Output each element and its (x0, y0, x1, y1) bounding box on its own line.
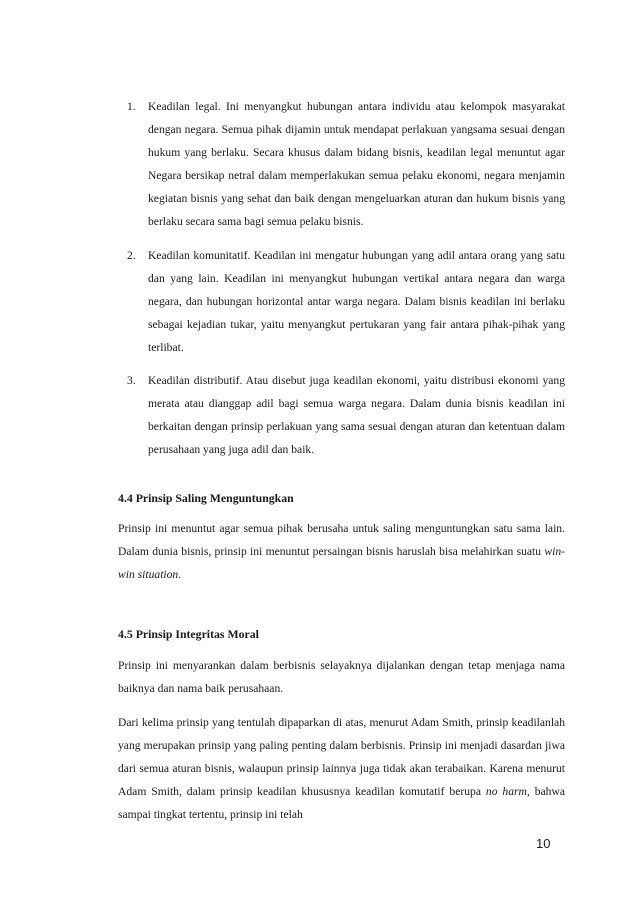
section-heading-4-5: 4.5 Prinsip Integritas Moral (118, 627, 259, 641)
paragraph-italic-term: win-win situation (118, 545, 565, 582)
list-item (118, 244, 565, 359)
list-item-text: Keadilan legal. Ini menyangkut hubungan antara individu atau kelompok masyarakat dengan negara. Semua pihak dijamin untuk mendapat perlakuan yangsama sesuai dengan hukum yang berlaku. Secara khusus dalam bidang bisnis, keadilan legal menuntut agar Negara bersikap netral dalam memperlakukan semua pelaku ekonomi, negara menjamin kegiatan bisnis yang sehat dan baik dengan mengeluarkan aturan dan hukum bisnis yang berlaku secara sama bagi semua pelaku bisnis. (148, 100, 565, 229)
list-item-number: 2. (127, 248, 136, 262)
paragraph-italic-term: no harm (485, 785, 527, 799)
list-item (118, 95, 565, 234)
list-item-number: 1. (127, 100, 136, 113)
section-4-4-paragraph (118, 517, 565, 586)
section-heading-4-4: 4.4 Prinsip Saling Menguntungkan (118, 491, 294, 505)
paragraph-text-end: , bahwa sampai tingkat tertentu, prinsip ini telah (118, 785, 565, 822)
list-item-text: Keadilan distributif. Atau disebut juga keadilan ekonomi, yaitu distribusi ekonomi yang merata atau dianggap adil bagi semua warga negara. Dalam dunia bisnis keadilan ini berkaitan dengan prinsip perlakuan yang sama sesuai dengan aturan dan ketentuan dalam perusahaan yang juga adil dan baik. (148, 374, 565, 457)
section-4-5-paragraph-1: Prinsip ini menyarankan dalam berbisnis selayaknya dijalankan dengan tetap menjaga nama baiknya dan nama baik perusahaan. (118, 659, 565, 696)
paragraph-text: Dari kelima prinsip yang tentulah dipaparkan di atas, menurut Adam Smith, prinsip keadilanlah yang merupakan prinsip yang paling penting dalam berbisnis. Prinsip ini menjadi dasardan jiwa dari semua aturan bisnis, walaupun prinsip lainnya juga tidak akan terabaikan. Karena menurut Adam Smith, dalam prinsip keadilan khususnya keadilan komutatif berupa (118, 716, 565, 799)
list-item-text: Keadilan komunitatif. Keadilan ini mengatur hubungan yang adil antara orang yang satu dan yang lain. Keadilan ini menyangkut hubungan vertikal antara negara dan warga negara, dan hubungan horizontal antar warga negara. Dalam bisnis keadilan ini berlaku sebagai kejadian tukar, yaitu menyangkut pertukaran yang fair antara pihak-pihak yang terlibat. (148, 248, 565, 354)
section-4-5-paragraph-2 (118, 711, 565, 826)
paragraph-text-end: . (178, 568, 182, 582)
page-number: 10 (536, 836, 551, 851)
justice-list (118, 95, 565, 471)
list-item-number: 3. (127, 374, 136, 388)
list-item (118, 369, 565, 461)
paragraph-text: Prinsip ini menuntut agar semua pihak berusaha untuk saling menguntungkan satu sama lain. Dalam dunia bisnis, prinsip ini menuntut persaingan bisnis haruslah bisa melahirkan suatu (118, 522, 565, 559)
